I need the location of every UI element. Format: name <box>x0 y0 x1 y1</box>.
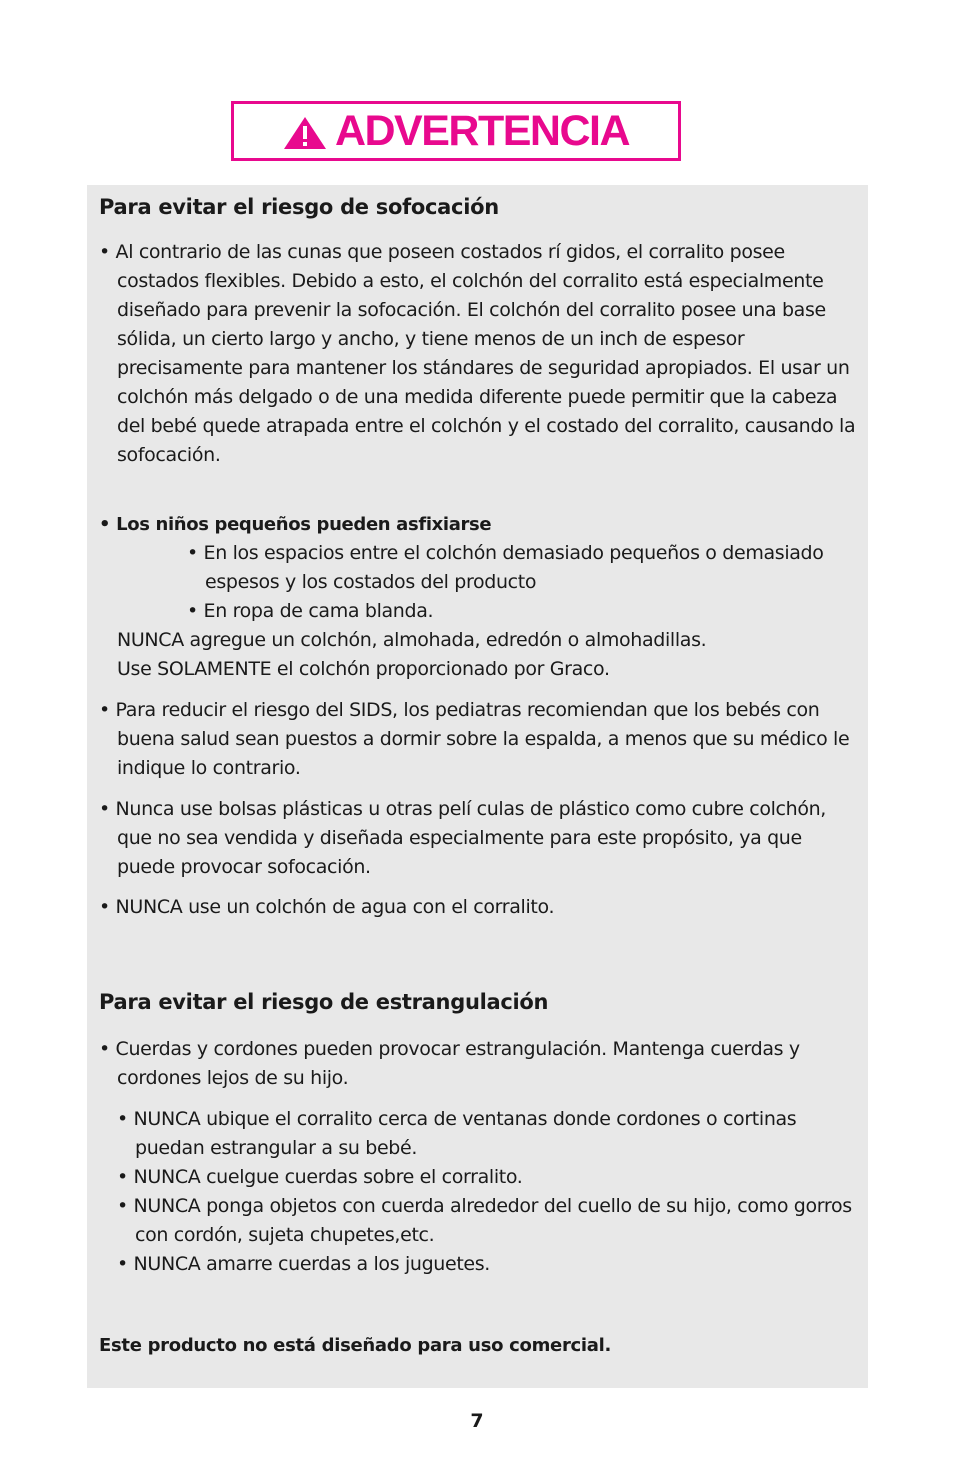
commercial-use-note: Este producto no está diseñado para uso comercial. <box>99 1335 612 1356</box>
sids-paragraph <box>99 696 859 783</box>
page-number: 7 <box>470 1410 484 1432</box>
cords-paragraph <box>99 1035 859 1093</box>
only-line: Use SOLAMENTE el colchón proporcionado por Graco. <box>117 658 610 680</box>
small-children-warning <box>99 510 859 684</box>
banner-title: ADVERTENCIA <box>334 106 630 155</box>
suffocation-heading: Para evitar el riesgo de sofocación <box>99 195 499 219</box>
list-item: • Al contrario de las cunas que poseen costados rí gidos, el corralito posee costados flexibles. Debido a esto, el colchón del corralito está especialmente diseñado para prevenir la sofocación. El colchón del corralito posee una base sólida, un cierto largo y ancho, y tiene menos de un inch de espesor precisamente para mantener los stándares de seguridad apropiados. El usar un colchón más delgado o de una medida diferente puede permitir que la cabeza del bebé quede atrapada entre el colchón y el costado del corralito, causando la sofocación. <box>99 238 859 470</box>
list-item: • NUNCA use un colchón de agua con el corralito. <box>99 893 859 922</box>
list-item: • Cuerdas y cordones pueden provocar estrangulación. Mantenga cuerdas y cordones lejos de su hijo. <box>99 1035 859 1093</box>
warning-triangle-icon <box>283 116 327 150</box>
warnings-panel <box>87 185 868 1388</box>
water-mattress-paragraph <box>99 893 859 922</box>
list-item: • NUNCA ponga objetos con cuerda alrededor del cuello de su hijo, como gorros con cordón, sujeta chupetes,etc. <box>99 1192 859 1250</box>
strangulation-heading: Para evitar el riesgo de estrangulación <box>99 990 549 1014</box>
list-item: • En los espacios entre el colchón demasiado pequeños o demasiado espesos y los costados del producto <box>99 539 859 597</box>
list-item: • En ropa de cama blanda. <box>99 597 859 626</box>
list-item: • Nunca use bolsas plásticas u otras pelí culas de plástico como cubre colchón, que no sea vendida y diseñada especialmente para este propósito, ya que puede provocar sofocación. <box>99 795 859 882</box>
list-item: • Para reducir el riesgo del SIDS, los pediatras recomiendan que los bebés con buena salud sean puestos a dormir sobre la espalda, a menos que su médico le indique lo contrario. <box>99 696 859 783</box>
list-item: • NUNCA amarre cuerdas a los juguetes. <box>99 1250 859 1279</box>
list-item: • NUNCA ubique el corralito cerca de ventanas donde cordones o cortinas puedan estrangular a su bebé. <box>99 1105 859 1163</box>
strangulation-list <box>99 1105 859 1279</box>
list-item: • NUNCA cuelgue cuerdas sobre el corralito. <box>99 1163 859 1192</box>
warning-banner <box>231 101 681 161</box>
suffocation-paragraph <box>99 238 859 470</box>
plastic-paragraph <box>99 795 859 882</box>
warning-subtitle: • Los niños pequeños pueden asfixiarse <box>99 510 859 539</box>
never-line: NUNCA agregue un colchón, almohada, edredón o almohadillas. <box>117 629 707 651</box>
